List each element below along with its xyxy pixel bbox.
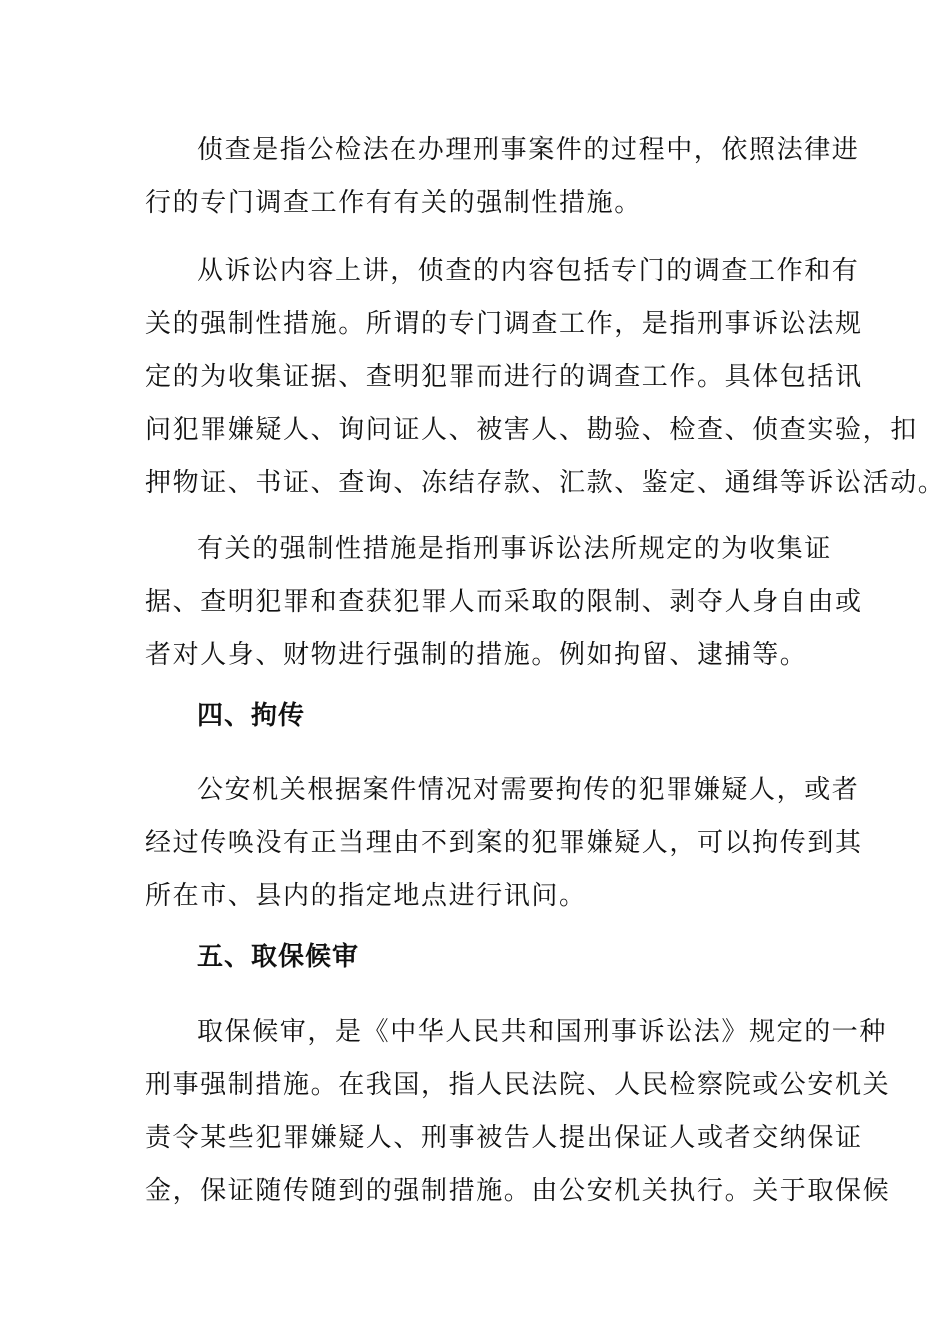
section-heading-summons: 四、拘传	[197, 701, 306, 731]
text-line: 问犯罪嫌疑人、询问证人、被害人、勘验、检查、侦查实验，扣	[145, 415, 918, 445]
paragraph-coercive-measures	[145, 523, 863, 682]
paragraph-investigation-definition	[145, 124, 860, 230]
text-line: 经过传唤没有正当理由不到案的犯罪嫌疑人，可以拘传到其	[145, 828, 863, 858]
text-line: 责令某些犯罪嫌疑人、刑事被告人提出保证人或者交纳保证	[145, 1123, 863, 1153]
paragraph-investigation-content	[145, 245, 946, 510]
text-line: 者对人身、财物进行强制的措施。例如拘留、逮捕等。	[145, 640, 808, 670]
text-line: 据、查明犯罪和查获犯罪人而采取的限制、剥夺人身自由或	[145, 587, 863, 617]
text-line: 金，保证随传随到的强制措施。由公安机关执行。关于取保候	[145, 1176, 891, 1206]
paragraph-bail	[145, 1006, 891, 1218]
text-line: 刑事强制措施。在我国，指人民法院、人民检察院或公安机关	[145, 1070, 891, 1100]
text-line: 关的强制性措施。所谓的专门调查工作，是指刑事诉讼法规	[145, 309, 863, 339]
text-line: 行的专门调查工作有有关的强制性措施。	[145, 188, 642, 218]
text-line: 押物证、书证、查询、冻结存款、汇款、鉴定、通缉等诉讼活动。	[145, 468, 946, 498]
text-line: 取保候审，是《中华人民共和国刑事诉讼法》规定的一种	[197, 1017, 888, 1047]
text-line: 有关的强制性措施是指刑事诉讼法所规定的为收集证	[197, 534, 832, 564]
paragraph-summons	[145, 764, 863, 923]
text-line: 所在市、县内的指定地点进行讯问。	[145, 881, 587, 911]
section-heading-bail: 五、取保候审	[197, 942, 360, 972]
text-line: 定的为收集证据、查明犯罪而进行的调查工作。具体包括讯	[145, 362, 863, 392]
text-line: 侦查是指公检法在办理刑事案件的过程中，依照法律进	[197, 135, 860, 165]
text-line: 从诉讼内容上讲，侦查的内容包括专门的调查工作和有	[197, 256, 860, 286]
text-line: 公安机关根据案件情况对需要拘传的犯罪嫌疑人，或者	[197, 775, 860, 805]
